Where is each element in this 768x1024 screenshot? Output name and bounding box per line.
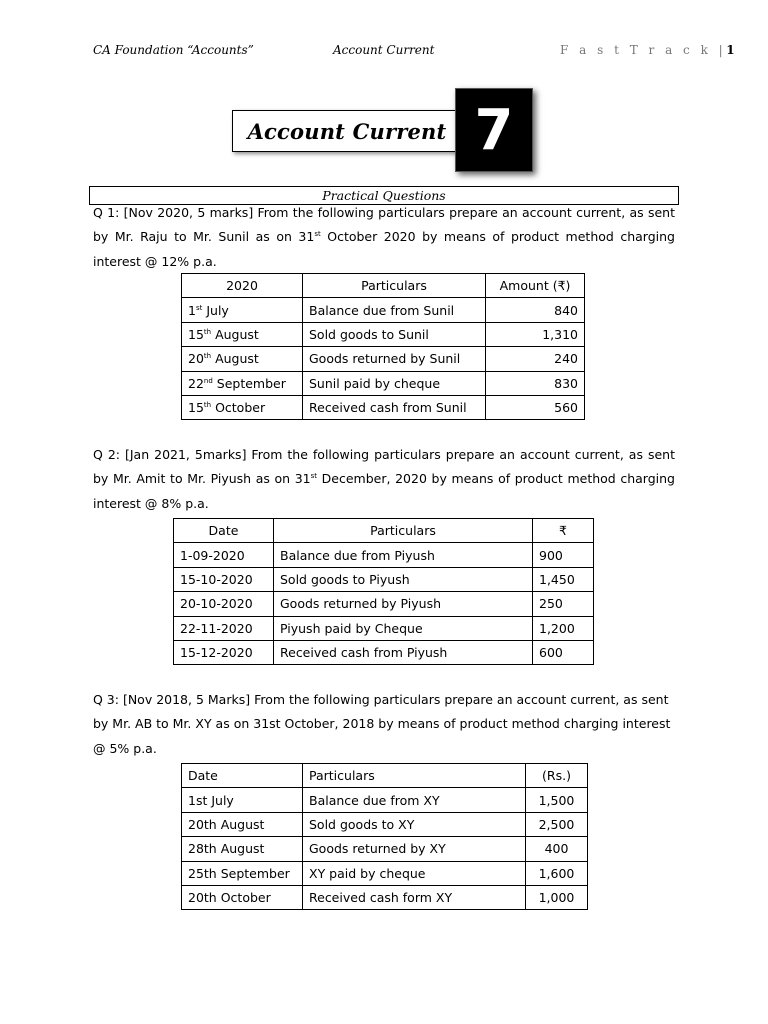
table-row: 20th August Goods returned by Sunil 240 <box>182 347 585 371</box>
table-row: 22nd September Sunil paid by cheque 830 <box>182 371 585 395</box>
chapter-title: Account Current <box>247 118 447 144</box>
table-header-row: 2020 Particulars Amount (₹) <box>182 274 585 298</box>
table-row: 1st July Balance due from Sunil 840 <box>182 298 585 322</box>
question-1-text: Q 1: [Nov 2020, 5 marks] From the following particulars prepare an account current, as sent by Mr. Raju to Mr. Sunil as on 31st October 2020 by means of product method charging interest @ 12% p.a. <box>93 205 675 269</box>
table-row: 15-10-2020 Sold goods to Piyush 1,450 <box>174 567 594 591</box>
table-row: 28th August Goods returned by XY 400 <box>182 837 588 861</box>
table-row: 1-09-2020 Balance due from Piyush 900 <box>174 543 594 567</box>
table-header-row: Date Particulars ₹ <box>174 519 594 543</box>
table-row: 15th October Received cash from Sunil 560 <box>182 395 585 419</box>
page-number: 1 <box>726 43 735 57</box>
chapter-number: 7 <box>474 97 514 163</box>
header-fast-track: F a s t T r a c k | <box>560 43 727 57</box>
header-page-label <box>560 43 735 57</box>
table-row: 22-11-2020 Piyush paid by Cheque 1,200 <box>174 616 594 640</box>
table-row: 15th August Sold goods to Sunil 1,310 <box>182 322 585 346</box>
chapter-title-box <box>232 110 462 152</box>
question-2-text: Q 2: [Jan 2021, 5marks] From the following particulars prepare an account current, as sent by Mr. Amit to Mr. Piyush as on 31st December, 2020 by means of product method charging interest @ 8% p.a. <box>93 447 675 511</box>
table-row: 20th August Sold goods to XY 2,500 <box>182 812 588 836</box>
table-row: 15-12-2020 Received cash from Piyush 600 <box>174 640 594 664</box>
table-row: 20th October Received cash form XY 1,000 <box>182 885 588 909</box>
table-row: 20-10-2020 Goods returned by Piyush 250 <box>174 592 594 616</box>
table-header-row: Date Particulars (Rs.) <box>182 764 588 788</box>
question-2-table <box>173 518 594 665</box>
question-3-text: Q 3: [Nov 2018, 5 Marks] From the following particulars prepare an account current, as sent by Mr. AB to Mr. XY as on 31st October, 2018 by means of product method charging interest @ 5% p.a. <box>93 692 671 756</box>
table-row: 25th September XY paid by cheque 1,600 <box>182 861 588 885</box>
question-1-table <box>181 273 585 420</box>
header-book-title: CA Foundation “Accounts” <box>93 43 254 57</box>
question-3-table <box>181 763 588 910</box>
header-chapter-name: Account Current <box>333 43 435 57</box>
table-row: 1st July Balance due from XY 1,500 <box>182 788 588 812</box>
chapter-number-badge <box>455 88 533 172</box>
section-title: Practical Questions <box>89 186 679 205</box>
